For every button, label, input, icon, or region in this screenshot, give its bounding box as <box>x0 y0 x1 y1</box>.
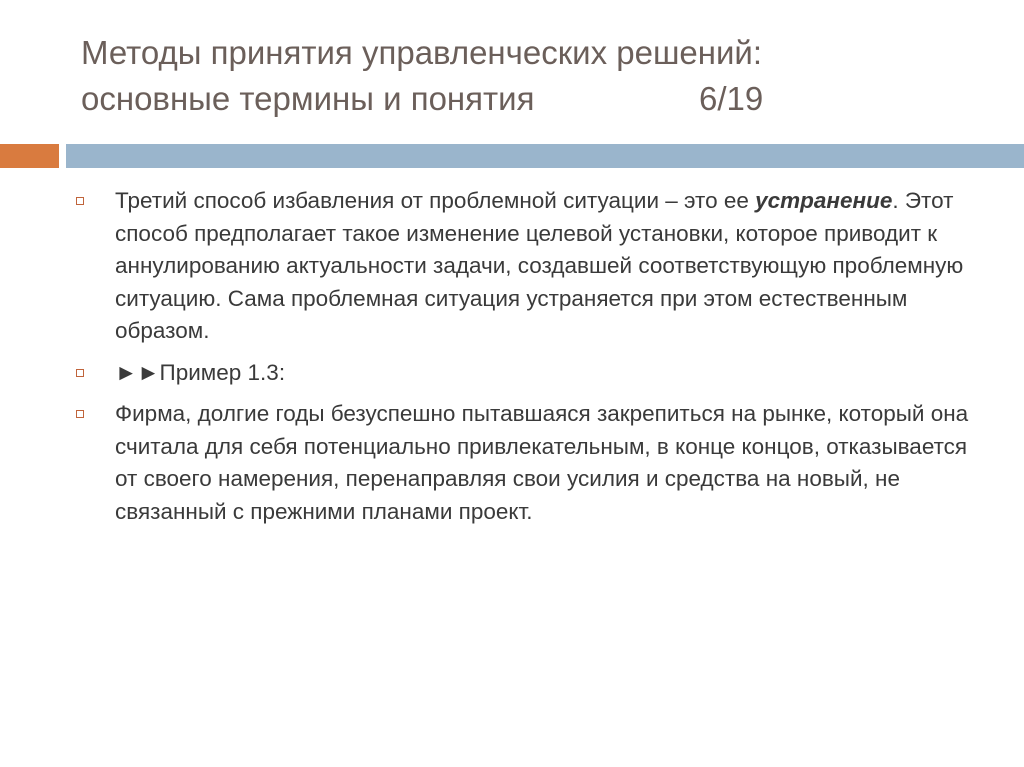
list-item <box>76 185 976 348</box>
slide-content <box>76 185 976 537</box>
hollow-square-bullet-icon <box>76 410 84 418</box>
bullet-text-before: Третий способ избавления от проблемной ситуации – это ее <box>115 188 756 213</box>
bullet-emphasis: устранение <box>755 188 893 213</box>
page-number: 6/19 <box>699 80 764 117</box>
hollow-square-bullet-icon <box>76 197 84 205</box>
example-label: ►►Пример 1.3: <box>115 359 286 385</box>
slide-title <box>81 30 981 122</box>
bullet-text-after: . Этот способ предполагает такое изменение целевой установки, которое приводит к аннулированию актуальности задачи, создавшей соответствующую проблемную ситуацию. Сама проблемная ситуация устраняется при этом естественным образом. <box>115 188 964 343</box>
list-item <box>76 398 976 528</box>
list-item <box>76 357 976 390</box>
title-line-2: основные термины и понятия <box>81 80 535 117</box>
title-line-1: Методы принятия управленческих решений: <box>81 34 763 71</box>
accent-bar-orange <box>0 144 59 168</box>
hollow-square-bullet-icon <box>76 369 84 377</box>
example-text: Фирма, долгие годы безуспешно пытавшаяся закрепиться на рынке, который она считала для себя потенциально привлекательным, в конце концов, отказывается от своего намерения, перенаправляя свои усилия и средства на новый, не связанный с прежними планами проект. <box>115 401 969 524</box>
accent-bar-blue <box>66 144 1024 168</box>
